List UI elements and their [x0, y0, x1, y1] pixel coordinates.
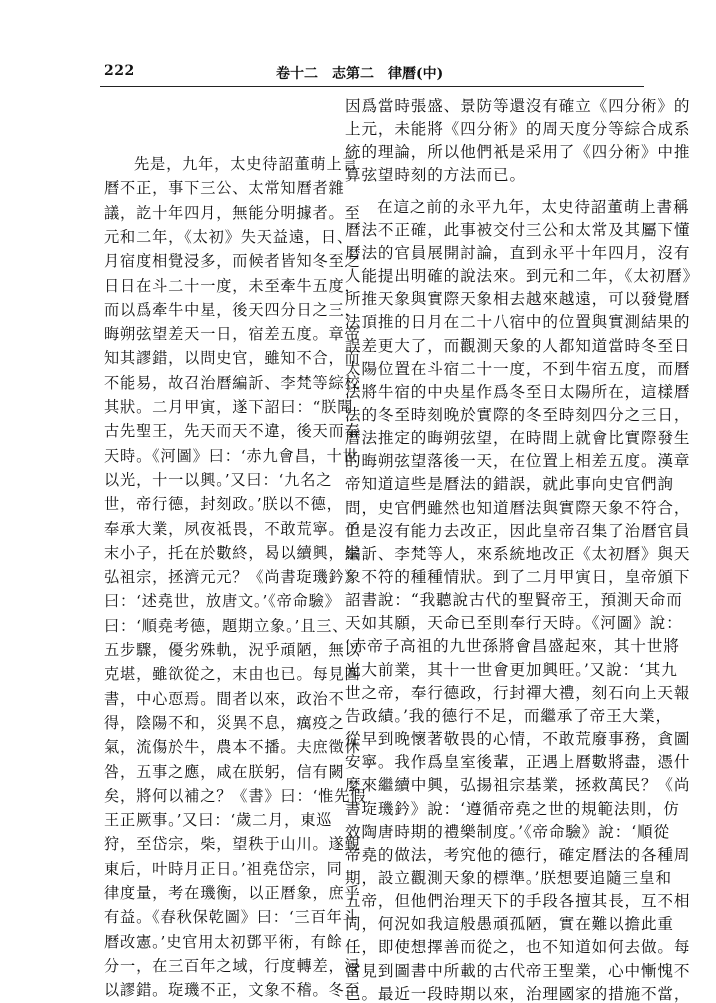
text-line: 其狀。二月甲寅，遂下詔曰：“朕聞: [104, 398, 354, 416]
text-line: 書琁璣鈐》說：‘遵循帝堯之世的規範法則，仿: [345, 799, 680, 818]
text-line: 安寧。我作爲皇室後輩，正遇上曆數將盡，憑什: [345, 753, 691, 772]
text-line: 月宿度相覺浸多，而候者皆知冬至之: [104, 252, 361, 271]
text-line: 的晦朔弦望落後一天，在位置上相差五度。漢章: [345, 452, 691, 471]
text-line: 曆法不正確，此事被交付三公和太常及其屬下懂: [345, 220, 691, 239]
text-line: 弘祖宗，拯濟元元？《尚書琁璣鈐》: [104, 568, 361, 587]
text-line: 已。最近一段時期以來，治理國家的措施不當，: [345, 984, 691, 1003]
text-line: 算弦望時刻的方法而已。: [345, 166, 526, 185]
text-line: 在這之前的永平九年，太史待詔董萌上書稱: [377, 197, 690, 216]
text-line: 克堪，雖欲從之，末由也已。每見圖: [104, 665, 361, 684]
text-line: 告政績。’我的德行不足，而繼承了帝王大業，: [345, 706, 672, 725]
text-line: 以光，十一以興。’又曰：‘九名之: [104, 470, 333, 489]
text-line: 統的理論，所以他們衹是采用了《四分術》中推: [345, 143, 691, 162]
text-line: 天如其願，天命已至則奉行天時。《河圖》說：: [345, 614, 683, 633]
text-line: 人能提出明確的說法來。到元和二年，《太初曆》: [345, 267, 699, 286]
text-line: 世之帝，奉行德政，行封禪大禮，刻石向上天報: [345, 683, 691, 702]
text-line: 法頂推的日月在二十八宿中的位置與實測結果的: [345, 313, 691, 332]
text-line: 末小子，托在於數終，曷以續興，崇: [104, 543, 361, 562]
text-line: 詔書說：“我聽說古代的聖賢帝王，預測天命而: [345, 591, 683, 610]
text-line: 先是，九年，太史待詔董萌上言: [134, 155, 359, 173]
header-rule: [100, 86, 644, 87]
text-line: 曆不正，事下三公、太常知曆者雜: [104, 179, 345, 198]
text-line: 誤差更大了，而觀測天象的人都知道當時冬至日: [345, 336, 691, 355]
text-line: 古先聖王，先天而天不違，後天而奉: [104, 422, 361, 441]
text-line: 奉承大業，夙夜祗畏，不敢荒寧。予: [104, 519, 361, 538]
text-line: 從早到晚懷著敬畏的心情，不敢荒廢事務，貪圖: [345, 730, 691, 749]
text-line: 以謬錯。琁璣不正，文象不稽。冬至: [104, 981, 361, 1000]
text-line: 有益。《春秋保乾圖》曰：‘三百年斗: [104, 908, 359, 927]
text-line: 麼來繼續中興，弘揚祖宗基業，拯救萬民？《尚: [345, 776, 691, 795]
text-line: 太陽位置在斗宿二十一度，不到牛宿五度，而曆: [345, 359, 691, 378]
text-line: 當見到圖書中所載的古代帝王聖業，心中慚愧不: [345, 961, 691, 980]
text-line: 帝堯的做法，考究他的德行，確定曆法的各種周: [345, 845, 691, 864]
text-line: 日日在斗二十一度，未至牽牛五度，: [104, 276, 361, 295]
text-line: 東后，叶時月正日。’祖堯岱宗，同: [104, 859, 343, 878]
text-line: 編訢、李梵等人，來系統地改正《太初曆》與天: [345, 544, 691, 563]
text-line: ‘赤帝子高祖的九世孫將會昌盛起來，其十世將: [345, 637, 680, 656]
text-line: 曰：‘順堯考德，題期立象。’且三、: [104, 616, 349, 635]
text-line: 問，史官們雖然也知道曆法與實際天象不符合，: [345, 498, 691, 517]
text-line: 得，陰陽不和，災異不息，癘疫之: [104, 713, 345, 732]
text-line: 任，即使想擇善而從之，也不知道如何去做。每: [345, 938, 691, 957]
text-line: 同，何況如我這般愚頑孤陋，實在難以擔此重: [345, 915, 674, 934]
text-line: 不能易，故召治曆編訢、李梵等綜校: [104, 373, 361, 392]
text-line: 法將牛宿的中央星作爲冬至日太陽所在，這樣曆: [345, 382, 691, 401]
running-head: 卷十二 志第二 律曆(中): [276, 66, 444, 82]
text-line: 分一，在三百年之域，行度轉差，浸: [104, 956, 361, 975]
text-line: 狩，至岱宗，柴，望秩于山川。遂覲: [104, 835, 361, 854]
text-line: 曆法的官員展開討論，直到永平十年四月，沒有: [345, 243, 691, 262]
text-line: 律度量，考在璣衡，以正曆象，庶乎: [104, 884, 361, 902]
text-line: 曆法推定的晦朔弦望，在時間上就會比實際發生: [345, 429, 691, 448]
text-line: 曰：‘述堯世，放唐文。’《帝命驗》: [104, 592, 341, 611]
text-line: 矣，將何以補之？《書》曰：‘惟先假: [104, 786, 367, 805]
text-line: 期，設立觀測天象的標準。’朕想要追隨三皇和: [345, 868, 672, 887]
text-line: 曆改憲。’史官用太初鄧平術，有餘: [104, 932, 343, 951]
text-line: 上元，未能將《四分術》的周天度分等綜合成系: [345, 120, 691, 139]
text-line: 世，帝行德，封刻政。’朕以不德，: [104, 495, 343, 514]
text-line: 光大前業，其十一世會更加興旺。’又說：‘其九: [345, 660, 678, 679]
text-line: 王正厥事。’又曰：‘歲二月，東巡: [104, 811, 333, 830]
text-line: 效陶唐時期的禮樂制度。’《帝命驗》說：‘順從: [345, 822, 670, 841]
page-number: 222: [104, 63, 135, 79]
text-line: 晦朔弦望差天一日，宿差五度。章帝: [104, 325, 361, 344]
text-line: 書，中心恧焉。間者以來，政治不: [104, 689, 345, 708]
text-line: 帝知道這些是曆法的錯誤，就此事向史官們詢: [345, 475, 674, 494]
text-line: 法的冬至時刻晚於實際的冬至時刻四分之三日，: [345, 405, 691, 424]
text-line: 象不符的種種情狀。到了二月甲寅日，皇帝頒下: [345, 568, 691, 586]
text-line: 因爲當時張盛、景防等還沒有確立《四分術》的: [345, 97, 691, 115]
text-line: 天時。《河圖》曰：‘赤九會昌，十世: [104, 446, 359, 465]
text-line: 知其謬錯，以問史官，雖知不合，而: [104, 349, 361, 368]
text-line: 所推天象與實際天象相去越來越遠，可以發覺曆: [345, 290, 691, 309]
text-line: 元和二年，《太初》失天益遠，日、: [104, 227, 353, 246]
text-line: 五步驟，優劣殊軌，況乎頑陋，無以: [104, 641, 361, 659]
text-line: 咎，五事之應，咸在朕躬，信有闕: [104, 762, 345, 781]
text-line: 氣，流傷於牛，農本不播。夫庶徵休: [104, 738, 361, 757]
text-line: 議，訖十年四月，無能分明據者。至: [104, 203, 361, 222]
text-line: 五帝，但他們治理天下的手段各擅其長，互不相: [345, 892, 691, 911]
text-line: 但是沒有能力去改正，因此皇帝召集了治曆官員: [345, 521, 691, 540]
text-line: 而以爲牽牛中星，後天四分日之三，: [104, 300, 361, 319]
